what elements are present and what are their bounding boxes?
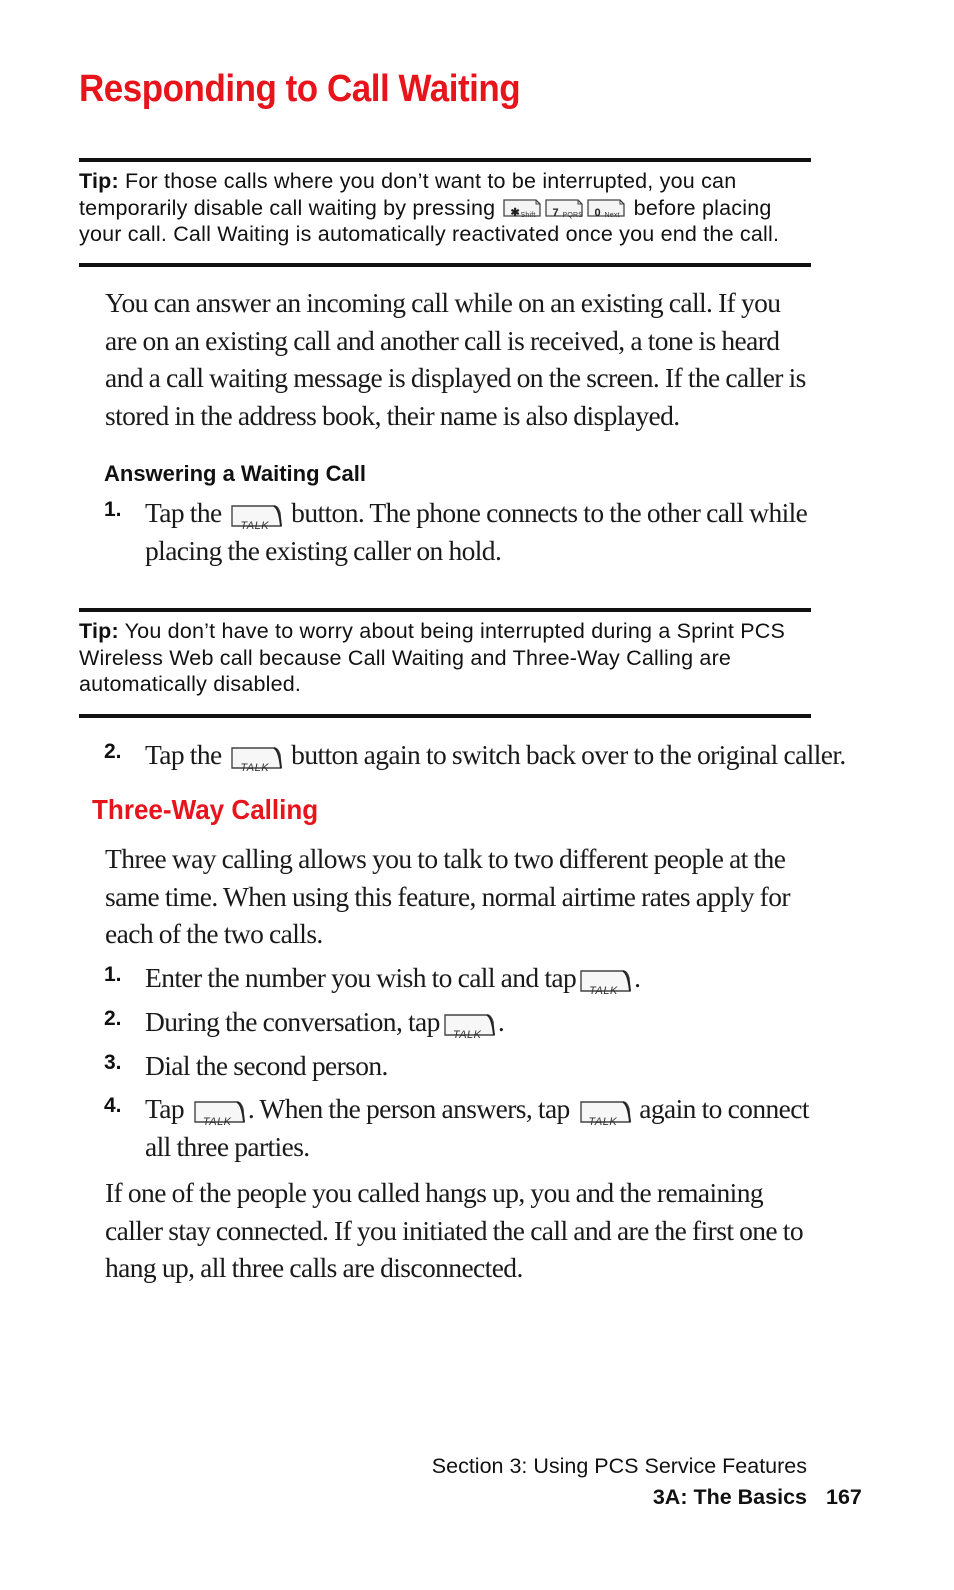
three-way-heading: Three-Way Calling: [92, 794, 319, 825]
tip-callout-disable-waiting: [79, 168, 809, 248]
three-way-closing: If one of the people you called hangs up, you and the remaining caller stay connected. If you initiated the call and are the first one to hang up, all three calls are disconnected.: [105, 1177, 804, 1283]
step-number: 1.: [104, 963, 122, 986]
talk-key-icon: TALK: [579, 968, 631, 992]
step-number: 2.: [104, 1007, 122, 1030]
intro-paragraph: You can answer an incoming call while on an existing call. If you are on an existing call and another call is received, a tone is heard and a call waiting message is displayed on the screen. If the caller is stored in the address book, their name is also displayed.: [105, 287, 806, 431]
star-shift-key-icon: ✱ Shift: [502, 198, 542, 218]
tip2-bottom-rule: [79, 714, 811, 718]
talk-key-icon: TALK: [230, 503, 282, 527]
step-number: 3.: [104, 1051, 122, 1074]
footer-chapter-title: 3A: The Basics: [652, 1485, 807, 1509]
zero-next-key-icon: 0 Next: [586, 198, 626, 218]
step-number: 2.: [104, 740, 122, 763]
tip-text: For those calls where you don’t want to be interrupted, you can temporarily disable call waiting by pressing: [79, 169, 737, 220]
tip-top-rule: [79, 158, 811, 162]
step-number: 1.: [104, 498, 122, 521]
tip-callout-wireless-web: [79, 618, 809, 698]
three-way-intro: Three way calling allows you to talk to two different people at the same time. When using this feature, normal airtime rates apply for each of the two calls.: [105, 843, 790, 949]
tip2-top-rule: [79, 608, 811, 612]
step-number: 4.: [104, 1094, 122, 1117]
tip-text-continued: before placing your call. Call Waiting is automatically reactivated once you end the call.: [79, 195, 780, 246]
page-title: Responding to Call Waiting: [79, 68, 521, 110]
footer-section-title: Section 3: Using PCS Service Features: [431, 1454, 807, 1478]
talk-key-icon: TALK: [230, 745, 282, 769]
talk-key-icon: TALK: [579, 1099, 631, 1123]
tip2-label: Tip:: [79, 619, 119, 643]
tip-bottom-rule: [79, 263, 811, 267]
answering-heading: Answering a Waiting Call: [104, 461, 366, 486]
page-number: 167: [826, 1485, 862, 1509]
talk-key-icon: TALK: [443, 1012, 495, 1036]
tip2-text: You don’t have to worry about being interrupted during a Sprint PCS Wireless Web call because Call Waiting and Three-Way Calling are automatically disabled.: [79, 619, 786, 696]
seven-pqrs-key-icon: 7 PQRS: [544, 198, 584, 218]
tip-label: Tip:: [79, 169, 119, 193]
talk-key-icon: TALK: [193, 1099, 245, 1123]
